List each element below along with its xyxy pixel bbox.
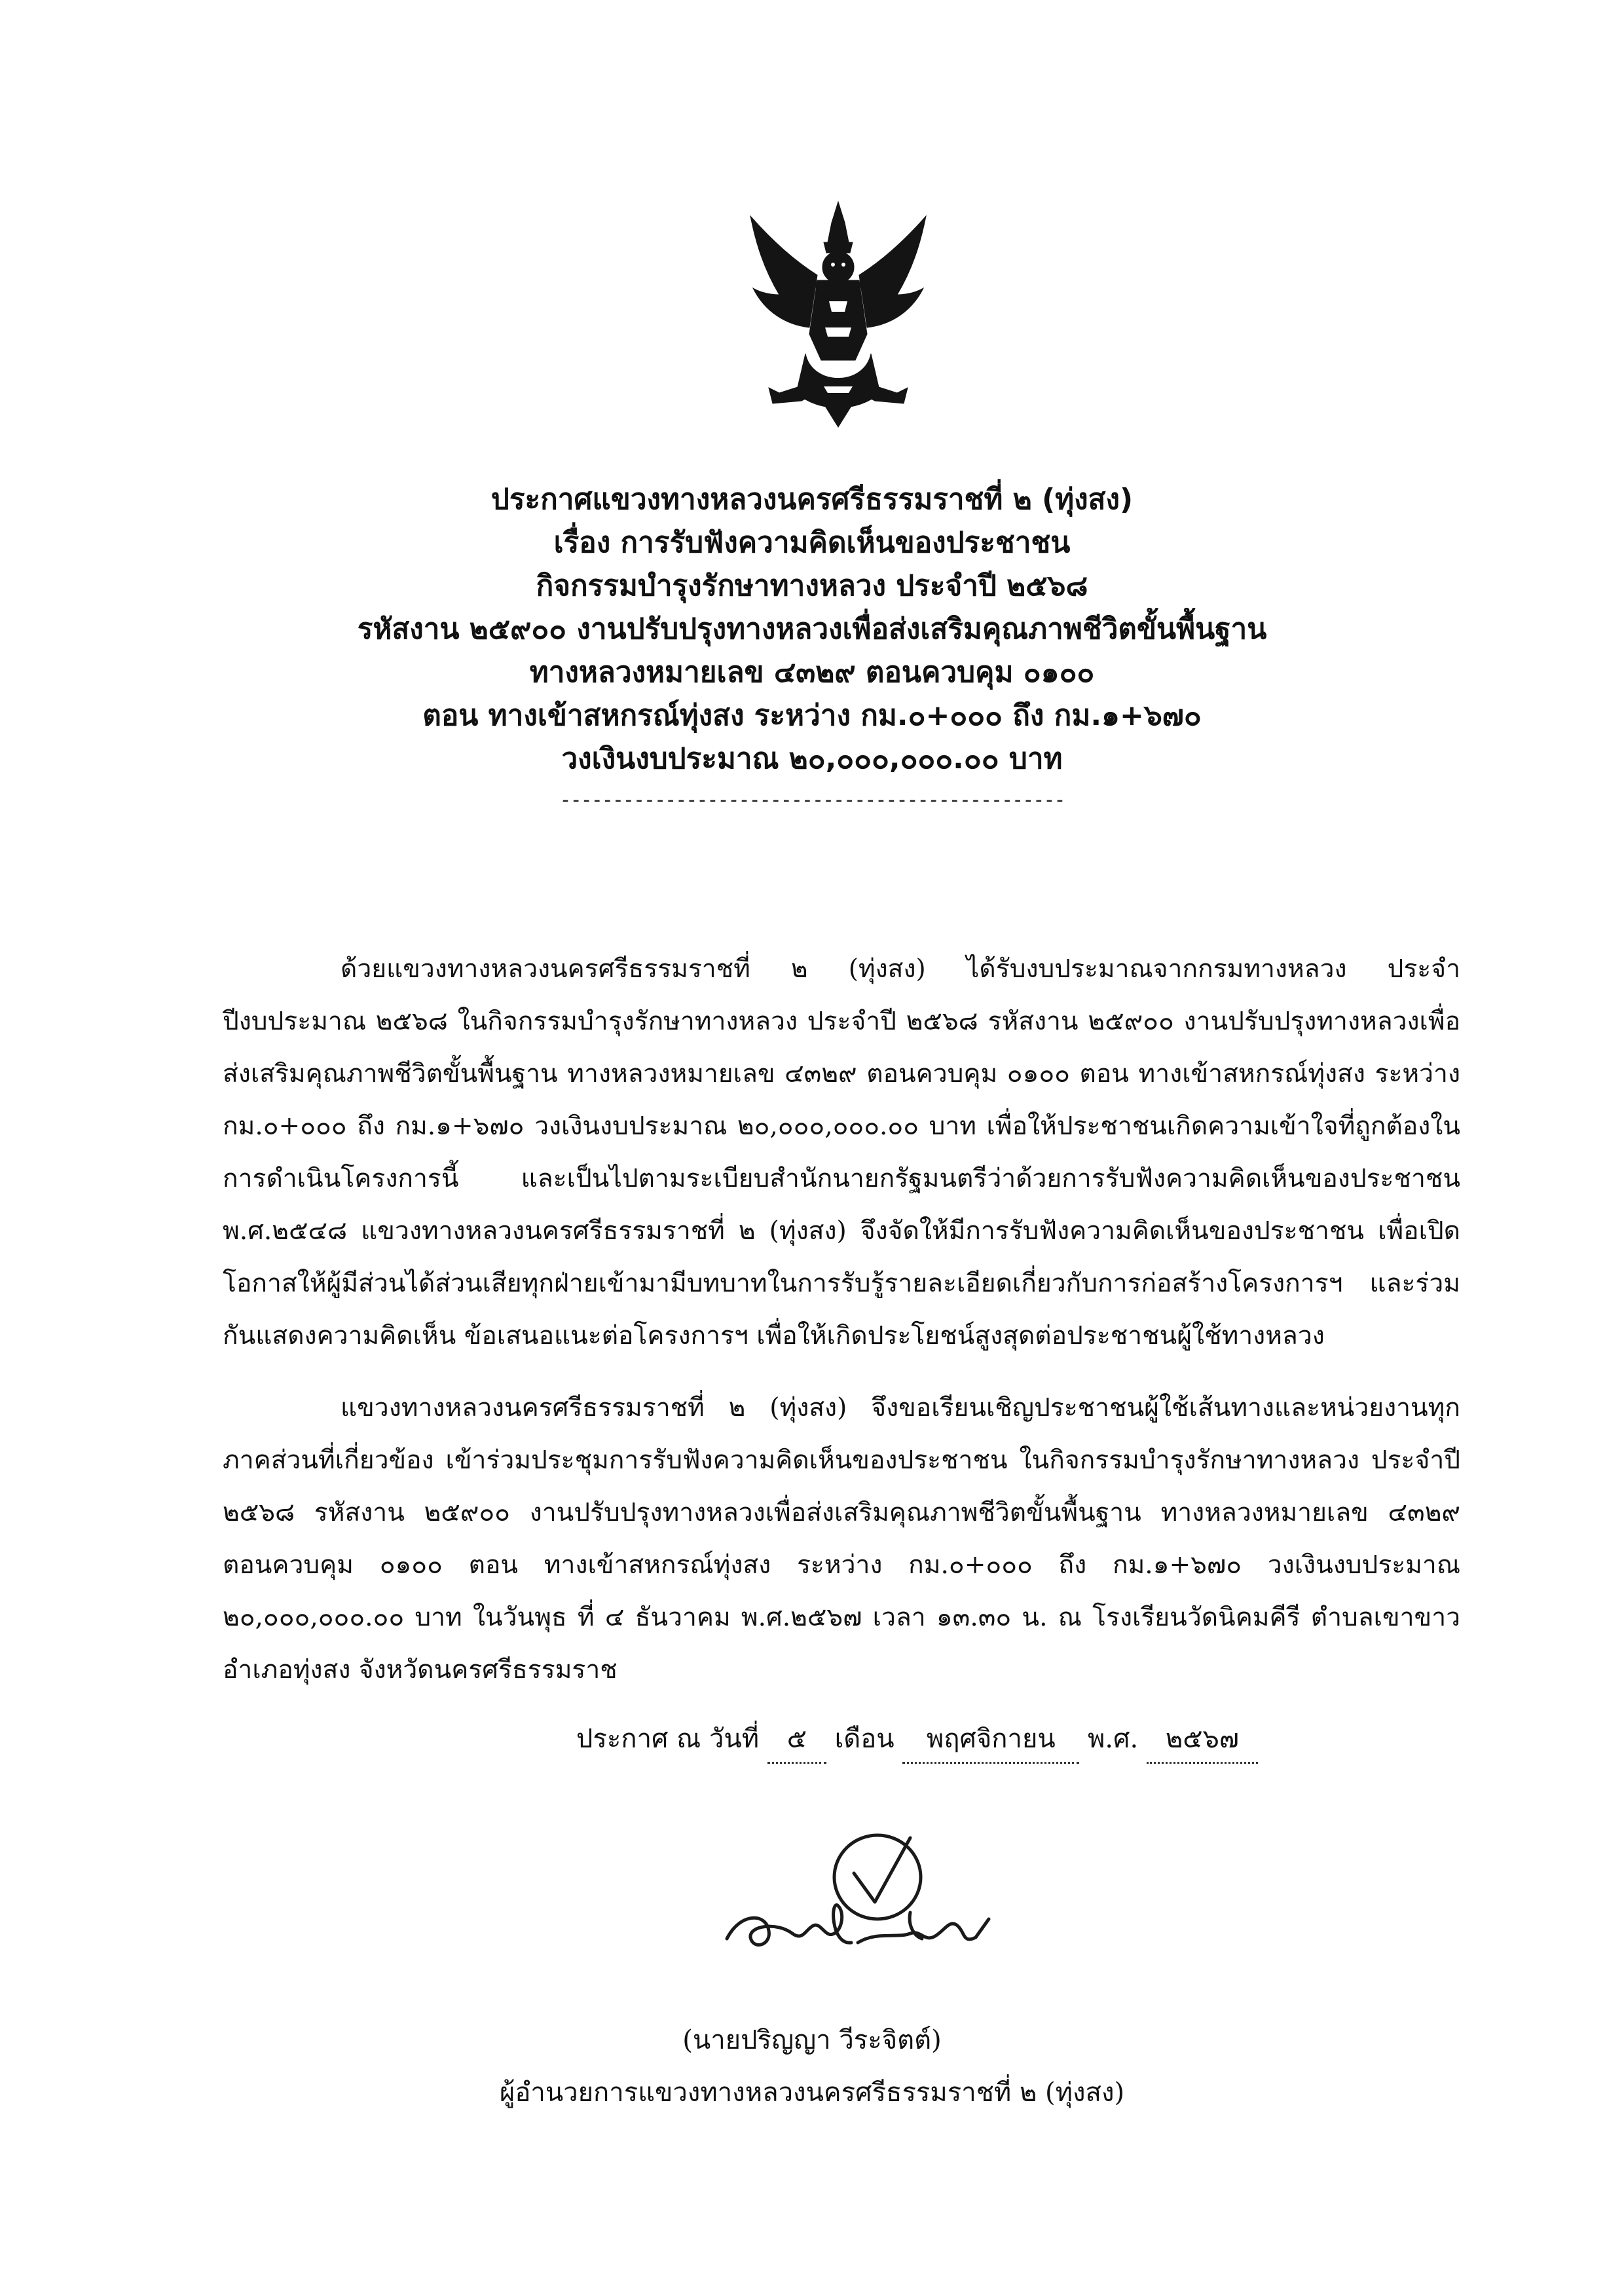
announcement-header bbox=[0, 478, 1624, 820]
body-paragraph-1: ด้วยแขวงทางหลวงนครศรีธรรมราชที่ ๒ (ทุ่งสง) ได้รับงบประมาณจากกรมทางหลวง ประจำปีงบประมาณ ๒๕๖๘ ในกิจกรรมบำรุงรักษาทางหลวง ประจำปี ๒๕๖๘ รหัสงาน ๒๕๙๐๐ งานปรับปรุงทางหลวงเพื่อส่งเสริมคุณภาพชีวิตขั้นพื้นฐาน ทางหลวงหมายเลข ๔๓๒๙ ตอนควบคุม ๐๑๐๐ ตอน ทางเข้าสหกรณ์ทุ่งสง ระหว่าง กม.๐+๐๐๐ ถึง กม.๑+๖๗๐ วงเงินงบประมาณ ๒๐,๐๐๐,๐๐๐.๐๐ บาท เพื่อให้ประชาชนเกิดความเข้าใจที่ถูกต้องในการดำเนินโครงการนี้ และเป็นไปตามระเบียบสำนักนายกรัฐมนตรีว่าด้วยการรับฟังความคิดเห็นของประชาชน พ.ศ.๒๕๔๘ แขวงทางหลวงนครศรีธรรมราชที่ ๒ (ทุ่งสง) จึงจัดให้มีการรับฟังความคิดเห็นของประชาชน เพื่อเปิดโอกาสให้ผู้มีส่วนได้ส่วนเสียทุกฝ่ายเข้ามามีบทบาทในการรับรู้รายละเอียดเกี่ยวกับการก่อสร้างโครงการฯ และร่วมกันแสดงความคิดเห็น ข้อเสนอแนะต่อโครงการฯ เพื่อให้เกิดประโยชน์สูงสุดต่อประชาชนผู้ใช้ทางหลวง bbox=[223, 954, 1460, 1351]
date-year: ๒๕๖๗ bbox=[1147, 1716, 1258, 1764]
date-month: พฤศจิกายน bbox=[902, 1716, 1079, 1764]
announcement-title: ประกาศแขวงทางหลวงนครศรีธรรมราชที่ ๒ (ทุ่งสง) bbox=[490, 483, 1134, 516]
garuda-emblem bbox=[733, 196, 943, 432]
handwritten-signature bbox=[714, 1814, 1002, 1985]
date-day: ๕ bbox=[767, 1716, 826, 1764]
header-divider: ------------------------------------------------ bbox=[559, 789, 1065, 812]
announcement-budget: วงเงินงบประมาณ ๒๐,๐๐๐,๐๐๐.๐๐ บาท bbox=[561, 742, 1063, 775]
body-paragraph-2: แขวงทางหลวงนครศรีธรรมราชที่ ๒ (ทุ่งสง) จึงขอเรียนเชิญประชาชนผู้ใช้เส้นทางและหน่วยงานทุกภาคส่วนที่เกี่ยวข้อง เข้าร่วมประชุมการรับฟังความคิดเห็นของประชาชน ในกิจกรรมบำรุงรักษาทางหลวง ประจำปี ๒๕๖๘ รหัสงาน ๒๕๙๐๐ งานปรับปรุงทางหลวงเพื่อส่งเสริมคุณภาพชีวิตขั้นพื้นฐาน ทางหลวงหมายเลข ๔๓๒๙ ตอนควบคุม ๐๑๐๐ ตอน ทางเข้าสหกรณ์ทุ่งสง ระหว่าง กม.๐+๐๐๐ ถึง กม.๑+๖๗๐ วงเงินงบประมาณ ๒๐,๐๐๐,๐๐๐.๐๐ บาท ในวันพุธ ที่ ๔ ธันวาคม พ.ศ.๒๕๖๗ เวลา ๑๓.๓๐ น. ณ โรงเรียนวัดนิคมคีรี ตำบลเขาขาว อำเภอทุ่งสง จังหวัดนครศรีธรรมราช bbox=[223, 1393, 1460, 1685]
announcement-highway: ทางหลวงหมายเลข ๔๓๒๙ ตอนควบคุม ๐๑๐๐ bbox=[529, 656, 1095, 689]
announcement-section: ตอน ทางเข้าสหกรณ์ทุ่งสง ระหว่าง กม.๐+๐๐๐ ถึง กม.๑+๖๗๐ bbox=[422, 699, 1202, 732]
garuda-emblem-graphic bbox=[733, 196, 943, 432]
announcement-date bbox=[576, 1716, 1258, 1764]
date-year-label: พ.ศ. bbox=[1088, 1724, 1139, 1754]
signer-name: (นายปริญญา วีระจิตต์) bbox=[682, 2025, 942, 2055]
date-month-label: เดือน bbox=[834, 1724, 895, 1754]
signer-position: ผู้อำนวยการแขวงทางหลวงนครศรีธรรมราชที่ ๒ (ทุ่งสง) bbox=[499, 2078, 1125, 2108]
announcement-body bbox=[223, 943, 1460, 1716]
signature-graphic bbox=[714, 1814, 1002, 1985]
announcement-subject: เรื่อง การรับฟังความคิดเห็นของประชาชน bbox=[553, 526, 1071, 559]
date-prefix: ประกาศ ณ วันที่ bbox=[576, 1724, 760, 1754]
announcement-activity: กิจกรรมบำรุงรักษาทางหลวง ประจำปี ๒๕๖๘ bbox=[536, 569, 1088, 603]
announcement-work-code: รหัสงาน ๒๕๙๐๐ งานปรับปรุงทางหลวงเพื่อส่งเสริมคุณภาพชีวิตขั้นพื้นฐาน bbox=[357, 612, 1267, 646]
